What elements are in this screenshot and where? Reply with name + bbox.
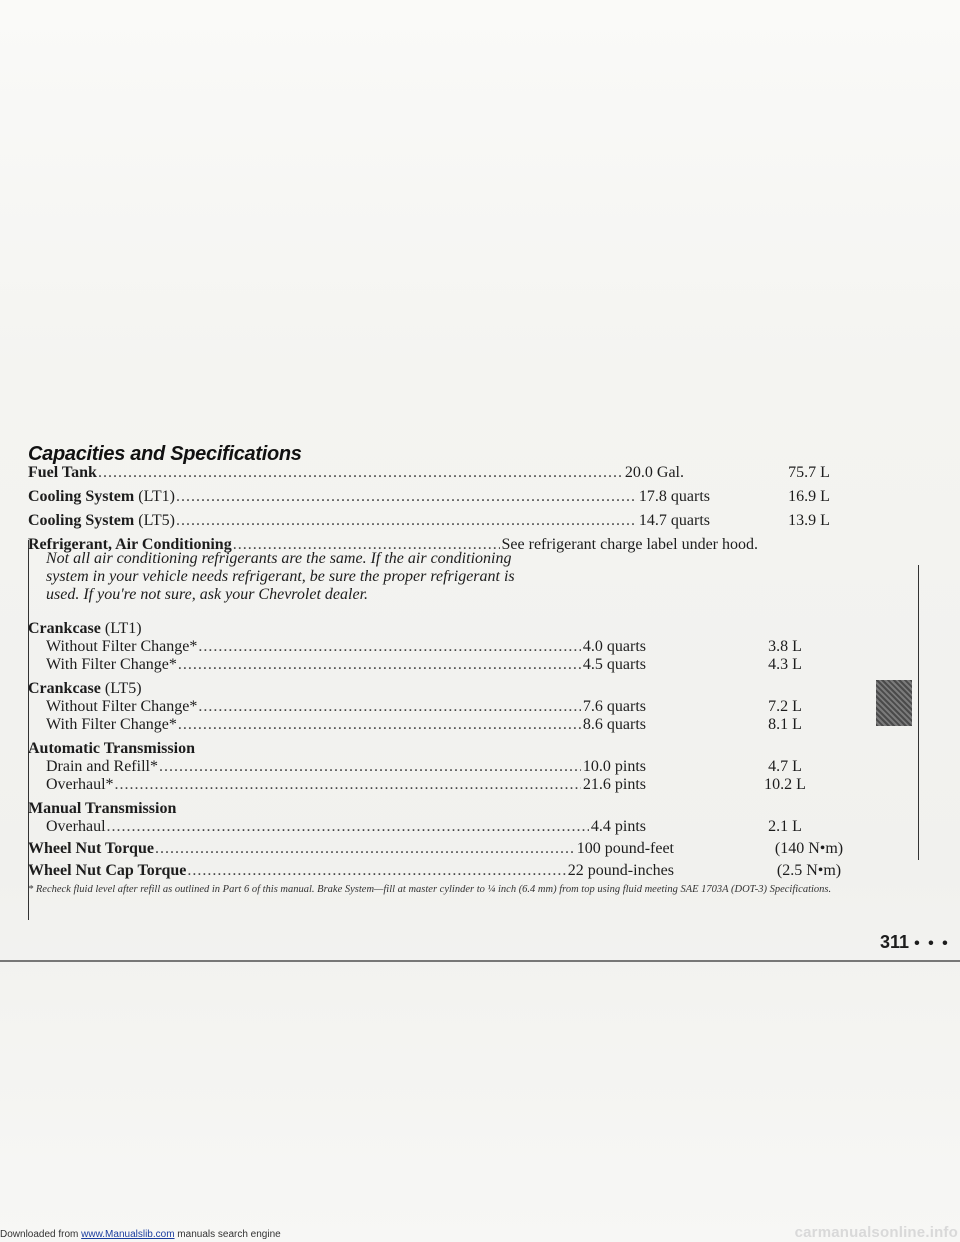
leader-dots [98,464,623,482]
spec-label: Refrigerant, Air Conditioning [28,536,232,553]
spec-metric-value: 4.3 L [768,656,802,673]
spec-label: Fuel Tank [28,464,97,481]
spec-label: Overhaul [46,818,106,835]
spec-row-lt1-with-filter [46,656,844,678]
group-crankcase-lt1 [28,620,142,638]
group-label-variant: (LT5) [100,680,142,697]
group-manual-transmission [28,800,176,818]
leader-dots [159,758,581,776]
group-label: Manual Transmission [28,800,177,817]
leader-dots [198,638,581,656]
download-suffix: manuals search engine [174,1229,281,1240]
spec-row-fuel-tank [28,464,868,486]
spec-us-value: 100 pound-feet [576,840,674,857]
page-title: Capacities and Specifications [28,443,302,465]
spec-label: Without Filter Change* [46,698,198,715]
spec-us-value: 8.6 quarts [582,716,646,733]
page-number [880,932,950,953]
spec-us-value: 21.6 pints [582,776,646,793]
leader-dots [176,512,637,530]
spec-metric-value: 13.9 L [788,512,830,529]
spec-row-lt5-with-filter [46,716,844,738]
download-notice [0,1229,281,1240]
spec-metric-value: 7.2 L [768,698,802,715]
leader-dots [198,698,581,716]
leader-dots [178,656,581,674]
page-number-trail: • • • [914,935,950,952]
spec-label: Drain and Refill* [46,758,158,775]
spec-metric-value: 2.1 L [768,818,802,835]
page-number-value: 311 [880,932,910,952]
spec-metric-value: (140 N•m) [774,840,844,857]
spec-row-cooling-lt5 [28,512,868,534]
refrigerant-note: Not all air conditioning refrigerants are the same. If the air conditioning system in your vehicle needs refrigerant, be sure the proper refrigerant is used. If you're not sure, ask your Chevrolet dealer. [46,550,515,603]
leader-dots [107,818,589,836]
spec-label: Wheel Nut Torque [28,840,154,857]
group-label: Automatic Transmission [28,740,195,757]
group-label: Crankcase [28,680,101,697]
spec-row-wheel-nut-torque [28,840,868,862]
spec-us-value: 17.8 quarts [638,488,710,505]
spec-metric-value: 4.7 L [768,758,802,775]
spec-row-auto-overhaul [46,776,844,798]
spec-metric-value: 3.8 L [768,638,802,655]
spec-us-value: 4.4 pints [590,818,646,835]
spec-us-value: 14.7 quarts [638,512,710,529]
section-tab-marker [876,680,912,726]
spec-metric-value: 10.2 L [764,776,806,793]
spec-us-value: 4.5 quarts [582,656,646,673]
spec-label: With Filter Change* [46,656,177,673]
spec-label: Cooling System [28,512,135,529]
leader-dots [176,488,637,506]
spec-value: See refrigerant charge label under hood. [501,536,758,553]
spec-us-value: 22 pound-inches [567,862,674,879]
group-automatic-transmission [28,740,195,758]
spec-label-variant: (LT5) [134,512,175,529]
group-crankcase-lt5 [28,680,142,698]
download-footer [0,1224,960,1242]
spec-us-value: 20.0 Gal. [624,464,684,481]
manualslib-link[interactable]: www.Manualslib.com [81,1229,175,1240]
leader-dots [155,840,575,858]
group-label-variant: (LT1) [100,620,142,637]
spec-label: With Filter Change* [46,716,177,733]
footnote: * Recheck fluid level after refill as outlined in Part 6 of this manual. Brake System—fill at master cylinder to ¼ inch (6.4 mm) from top using fluid meeting SAE 1703A (DOT-3) Specifications. [28,884,832,895]
spec-row-manual-overhaul [46,818,844,840]
leader-dots [178,716,581,734]
spec-label-variant: (LT1) [134,488,175,505]
spec-us-value: 7.6 quarts [582,698,646,715]
watermark-brand: carmanualsonline.info [794,1224,958,1241]
download-prefix: Downloaded from [0,1229,79,1240]
spec-label: Cooling System [28,488,135,505]
spec-row-wheel-nut-cap-torque [28,862,868,884]
spec-label: Overhaul* [46,776,114,793]
spec-label: Without Filter Change* [46,638,198,655]
spec-metric-value: 75.7 L [788,464,830,481]
spec-metric-value: 8.1 L [768,716,802,733]
leader-dots [187,862,565,880]
leader-dots [115,776,581,794]
group-label: Crankcase [28,620,101,637]
spec-us-value: 4.0 quarts [582,638,646,655]
spec-row-cooling-lt1 [28,488,868,510]
spec-us-value: 10.0 pints [582,758,646,775]
spec-label: Wheel Nut Cap Torque [28,862,187,879]
spec-metric-value: 16.9 L [788,488,830,505]
bottom-page-rule [0,960,960,962]
right-margin-rule [918,565,919,860]
spec-metric-value: (2.5 N•m) [776,862,842,879]
